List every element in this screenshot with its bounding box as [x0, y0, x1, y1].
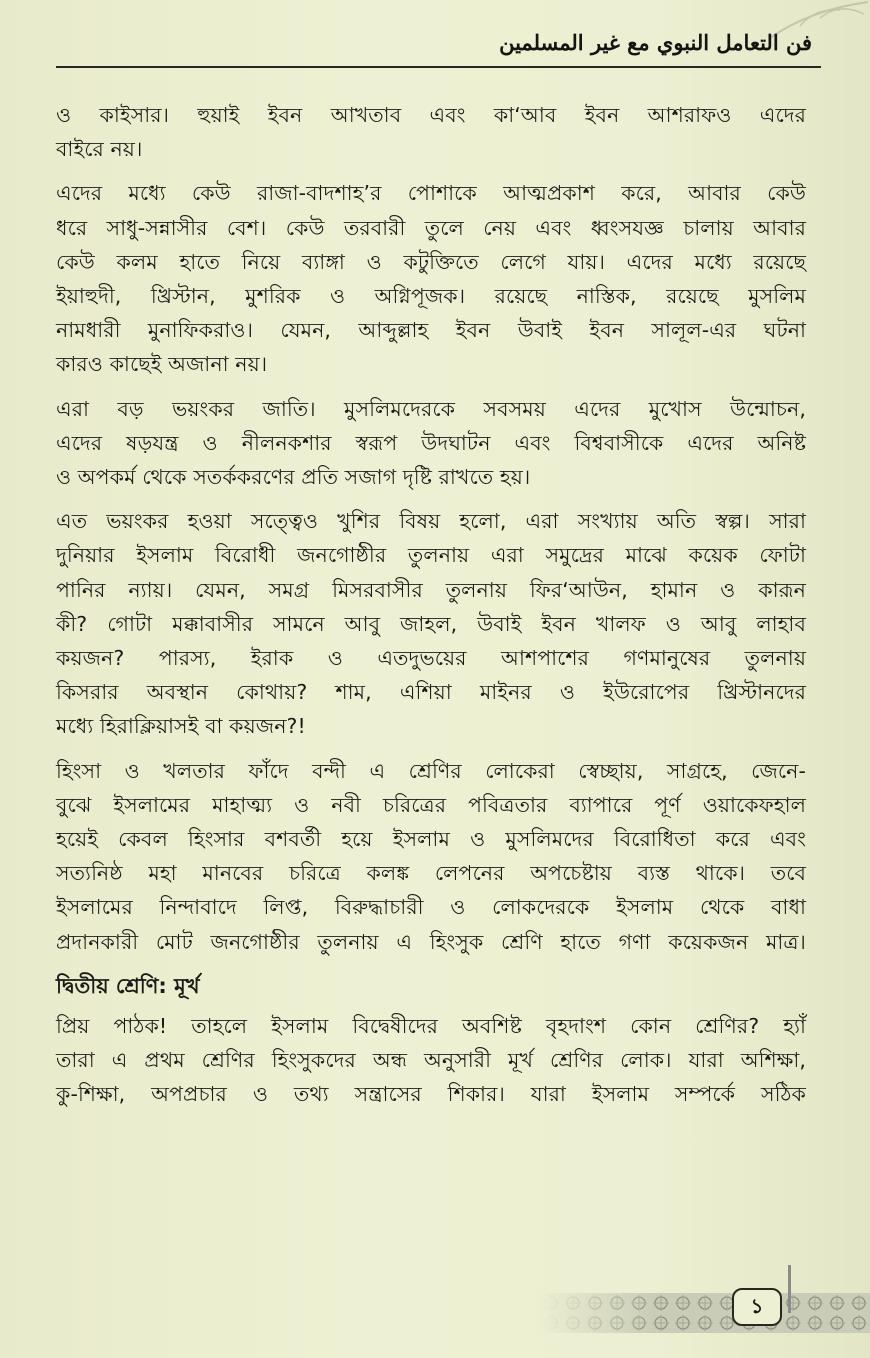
text-line: এদের ষড়যন্ত্র ও নীলনকশার স্বরূপ উদঘাটন এবং বিশ্ববাসীকে এদের অনিষ্ট	[56, 430, 806, 455]
text-line: কিসরার অবস্থান কোথায়? শাম, এশিয়া মাইনর ও ইউরোপের খ্রিস্টানদের	[56, 680, 806, 705]
text-line: বুঝে ইসলামের মাহাত্ম্য ও নবী চরিত্রের পবিত্রতার ব্যাপারে পূর্ণ ওয়াকেফহাল	[56, 792, 806, 817]
text-line: কী? গোটা মক্কাবাসীর সামনে আবু জাহল, উবাই ইবন খালফ ও আবু লাহাব	[56, 611, 806, 636]
text-line: বাইরে নয়।	[56, 137, 143, 162]
text-line: ইসলামের নিন্দাবাদে লিপ্ত, বিরুদ্ধাচারী ও লোকদেরকে ইসলাম থেকে বাধা	[56, 895, 806, 920]
bookmark-edge	[788, 1265, 791, 1313]
text-line: কু-শিক্ষা, অপপ্রচার ও তথ্য সন্ত্রাসের শিকার। যারা ইসলাম সম্পর্কে সঠিক	[56, 1082, 806, 1107]
text-line: ও অপকর্ম থেকে সতর্ককরণের প্রতি সজাগ দৃষ্টি রাখতে হয়।	[56, 465, 531, 490]
paragraph	[56, 98, 806, 166]
text-line: দুনিয়ার ইসলাম বিরোধী জনগোষ্ঠীর তুলনায় এরা সমুদ্রের মাঝে কয়েক ফোটা	[56, 543, 806, 568]
text-line: কয়জন? পারস্য, ইরাক ও এতদুভয়ের আশপাশের গণমানুষের তুলনায়	[56, 646, 806, 671]
page-body	[56, 98, 806, 1121]
text-line: প্রদানকারী মোট জনগোষ্ঠীর তুলনায় এ হিংসুক শ্রেণি হাতে গণা কয়েকজন মাত্র।	[56, 929, 806, 954]
header-divider	[56, 66, 821, 68]
paragraph	[56, 754, 806, 959]
footer-ornament-band	[540, 1293, 870, 1333]
text-line: এদের মধ্যে কেউ রাজা-বাদশাহ’র পোশাকে আত্মপ্রকাশ করে, আবার কেউ	[56, 181, 806, 206]
paragraph	[56, 176, 806, 381]
text-line: হিংসা ও খলতার ফাঁদে বন্দী এ শ্রেণির লোকেরা স্বেচ্ছায়, সাগ্রহে, জেনে-	[56, 758, 806, 783]
text-line: নামধারী মুনাফিকরাও। যেমন, আব্দুল্লাহ ইবন উবাই ইবন সালূল-এর ঘটনা	[56, 318, 806, 343]
text-line: সত্যনিষ্ঠ মহা মানবের চরিত্রে কলঙ্ক লেপনের অপচেষ্টায় ব্যস্ত থাকে। তবে	[56, 861, 806, 886]
paragraph	[56, 1009, 806, 1112]
page-number: ১	[732, 1288, 782, 1326]
text-line: ধরে সাধু-সন্নাসীর বেশ। কেউ তরবারী তুলে নেয় এবং ধ্বংসযজ্ঞ চালায় আবার	[56, 215, 806, 240]
running-header-title: فن التعامل النبوي مع غير المسلمين	[499, 30, 812, 55]
paragraph	[56, 392, 806, 495]
text-line: এত ভয়ংকর হওয়া সত্ত্বেও খুশির বিষয় হলো, এরা সংখ্যায় অতি স্বল্প। সারা	[56, 509, 806, 534]
text-line: তারা এ প্রথম শ্রেণির হিংসুকদের অন্ধ অনুসারী মূর্খ শ্রেণির লোক। যারা অশিক্ষা,	[56, 1048, 806, 1073]
text-line: কারও কাছেই অজানা নয়।	[56, 352, 268, 377]
text-line: ইয়াহুদী, খ্রিস্টান, মুশরিক ও অগ্নিপূজক। রয়েছে নাস্তিক, রয়েছে মুসলিম	[56, 284, 806, 309]
text-line: প্রিয় পাঠক! তাহলে ইসলাম বিদ্বেষীদের অবশিষ্ট বৃহদাংশ কোন শ্রেণির? হ্যাঁ	[56, 1013, 806, 1038]
paragraph	[56, 504, 806, 743]
text-line: এরা বড় ভয়ংকর জাতি। মুসলিমদেরকে সবসময় এদের মুখোস উন্মোচন,	[56, 396, 806, 421]
text-line: হয়েই কেবল হিংসার বশবর্তী হয়ে ইসলাম ও মুসলিমদের বিরোধিতা করে এবং	[56, 827, 806, 852]
text-line: মধ্যে হিরাক্লিয়াসই বা কয়জন?!	[56, 714, 306, 739]
text-line: পানির ন্যায়। যেমন, সমগ্র মিসরবাসীর তুলনায় ফির‘আউন, হামান ও কারূন	[56, 577, 806, 602]
section-heading: দ্বিতীয় শ্রেণি: মূর্খ	[56, 973, 200, 998]
text-line: কেউ কলম হাতে নিয়ে ব্যাঙ্গা ও কটুক্তিতে লেগে যায়। এদের মধ্যে রয়েছে	[56, 249, 806, 274]
text-line: ও কাইসার। হুয়াই ইবন আখতাব এবং কা‘আব ইবন আশরাফও এদের	[56, 103, 806, 127]
